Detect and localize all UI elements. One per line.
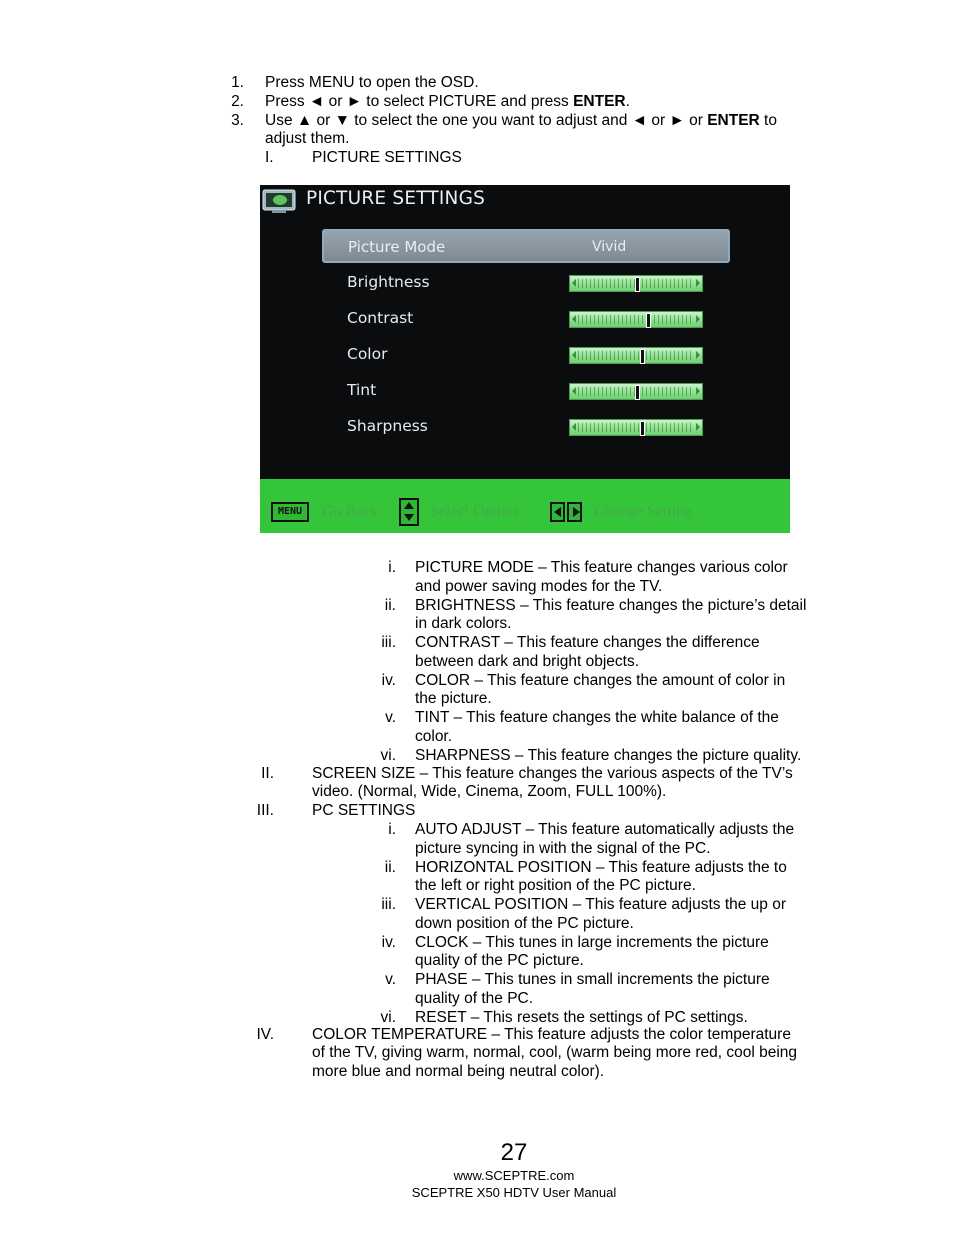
sub-item-number: ii. (384, 596, 396, 614)
picture-mode-value: Vivid (592, 239, 627, 255)
slider-right-arrow-icon (696, 279, 700, 287)
footer-manual-title: SCEPTRE X50 HDTV User Manual (411, 1185, 617, 1200)
sub-item-text: down position of the PC picture. (415, 914, 634, 932)
slider-thumb[interactable] (640, 421, 645, 436)
sub-item-text: PHASE – This tunes in small increments the picture (415, 971, 770, 988)
sub-item-text: quality of the PC. (415, 989, 534, 1007)
osd-setting-label[interactable]: Sharpness (347, 417, 428, 435)
sub-item-number: iv. (381, 933, 396, 951)
step-text-part: Use ▲ or ▼ to select the one you want to adjust and ◄ or ► or (265, 112, 708, 129)
slider-thumb[interactable] (635, 385, 640, 400)
footer-website: www.SCEPTRE.com (453, 1168, 575, 1183)
osd-setting-label[interactable]: Tint (347, 381, 377, 399)
section-text: video. (Normal, Wide, Cinema, Zoom, FULL 100%). (312, 783, 667, 800)
slider-thumb[interactable] (646, 313, 651, 328)
picture-mode-row[interactable] (322, 229, 730, 263)
change-setting-hint: Change Setting (594, 503, 693, 520)
sub-item-number: i. (388, 821, 396, 838)
osd-setting-label[interactable]: Color (347, 345, 388, 363)
slider-thumb[interactable] (640, 349, 645, 364)
osd-level-slider[interactable] (569, 419, 703, 436)
step-text-part: to (759, 112, 777, 129)
menu-key-icon: MENU (271, 502, 309, 522)
slider-left-arrow-icon (572, 315, 576, 323)
sub-item-text: picture syncing in with the signal of the PC. (415, 839, 711, 857)
sub-item-number: iii. (381, 634, 396, 651)
slider-right-arrow-icon (696, 387, 700, 395)
sub-item-text: TINT – This feature changes the white balance of the (415, 709, 779, 726)
sub-item-text: and power saving modes for the TV. (415, 577, 663, 595)
up-down-keys-icon (399, 498, 419, 526)
sub-item-text: PICTURE MODE – This feature changes various color (415, 559, 788, 576)
section-text: of the TV, giving warm, normal, cool, (warm being more red, cool being (312, 1044, 798, 1061)
step-text-bold: ENTER (573, 93, 626, 110)
sub-item-number: v. (385, 971, 396, 988)
osd-title: PICTURE SETTINGS (306, 188, 486, 209)
go-back-hint: Go Back (322, 503, 379, 520)
section-text: COLOR TEMPERATURE – This feature adjusts the color temperature (312, 1026, 791, 1043)
section-number: I. (265, 149, 274, 166)
sub-item-text: between dark and bright objects. (415, 652, 640, 670)
step-number: 1. (231, 74, 244, 91)
slider-left-arrow-icon (572, 351, 576, 359)
osd-setting-label[interactable]: Brightness (347, 273, 430, 291)
section-heading: PC SETTINGS (312, 802, 416, 819)
section-text: more blue and normal being neutral color). (312, 1063, 605, 1080)
sub-item-text: quality of the PC picture. (415, 952, 584, 970)
sub-item-number: i. (388, 559, 396, 576)
slider-left-arrow-icon (572, 387, 576, 395)
section-heading: PICTURE SETTINGS (312, 149, 462, 166)
sub-item-text: CLOCK – This tunes in large increments the picture (415, 933, 769, 951)
sub-item-number: v. (385, 709, 396, 726)
sub-item-number: ii. (384, 858, 396, 876)
select-option-hint: Select Option (430, 503, 518, 520)
sub-item-number: iv. (381, 671, 396, 689)
section-text: SCREEN SIZE – This feature changes the various aspects of the TV’s (312, 765, 793, 782)
slider-left-arrow-icon (572, 279, 576, 287)
sub-item-text: the picture. (415, 690, 492, 708)
page-number: 27 (500, 1139, 528, 1166)
sub-item-text: SHARPNESS – This feature changes the picture quality. (415, 746, 802, 764)
osd-level-slider[interactable] (569, 275, 703, 292)
osd-level-slider[interactable] (569, 383, 703, 400)
osd-setting-label[interactable]: Contrast (347, 309, 414, 327)
section-number: IV. (256, 1026, 274, 1043)
sub-item-text: in dark colors. (415, 615, 512, 633)
tv-leaf-logo-icon (262, 188, 296, 214)
slider-right-arrow-icon (696, 315, 700, 323)
osd-footer (260, 479, 790, 533)
slider-left-arrow-icon (572, 423, 576, 431)
slider-thumb[interactable] (635, 277, 640, 292)
osd-level-slider[interactable] (569, 347, 703, 364)
step-number: 2. (231, 93, 244, 110)
sub-item-text: COLOR – This feature changes the amount of color in (415, 671, 786, 689)
sub-item-text: VERTICAL POSITION – This feature adjusts the up or (415, 896, 787, 913)
slider-right-arrow-icon (696, 423, 700, 431)
sub-item-number: vi. (380, 746, 396, 764)
right-key-icon (567, 502, 582, 522)
step-text-part: Press ◄ or ► to select PICTURE and press (265, 93, 574, 110)
picture-mode-label: Picture Mode (348, 238, 446, 256)
sub-item-text: HORIZONTAL POSITION – This feature adjusts the to (415, 858, 787, 876)
step-text (265, 93, 630, 112)
step-text-part: . (625, 93, 630, 110)
step-text (265, 112, 777, 131)
osd-level-slider[interactable] (569, 311, 703, 328)
sub-item-text: color. (415, 727, 453, 745)
slider-right-arrow-icon (696, 351, 700, 359)
sub-item-text: BRIGHTNESS – This feature changes the picture’s detail (415, 596, 807, 614)
section-number: II. (261, 765, 274, 782)
left-key-icon (550, 502, 565, 522)
section-number: III. (256, 802, 274, 819)
sub-item-text: AUTO ADJUST – This feature automatically adjusts the (415, 821, 795, 838)
step-text-bold: ENTER (707, 112, 760, 129)
step-text: Press MENU to open the OSD. (265, 74, 479, 91)
step-number: 3. (231, 112, 244, 129)
step-text-continued: adjust them. (265, 130, 350, 147)
sub-item-text: CONTRAST – This feature changes the difference (415, 634, 760, 651)
sub-item-number: iii. (381, 896, 396, 913)
sub-item-number: vi. (380, 1008, 396, 1026)
sub-item-text: RESET – This resets the settings of PC settings. (415, 1008, 748, 1026)
sub-item-text: the left or right position of the PC picture. (415, 877, 696, 895)
osd-picture-settings-screenshot (260, 185, 790, 533)
